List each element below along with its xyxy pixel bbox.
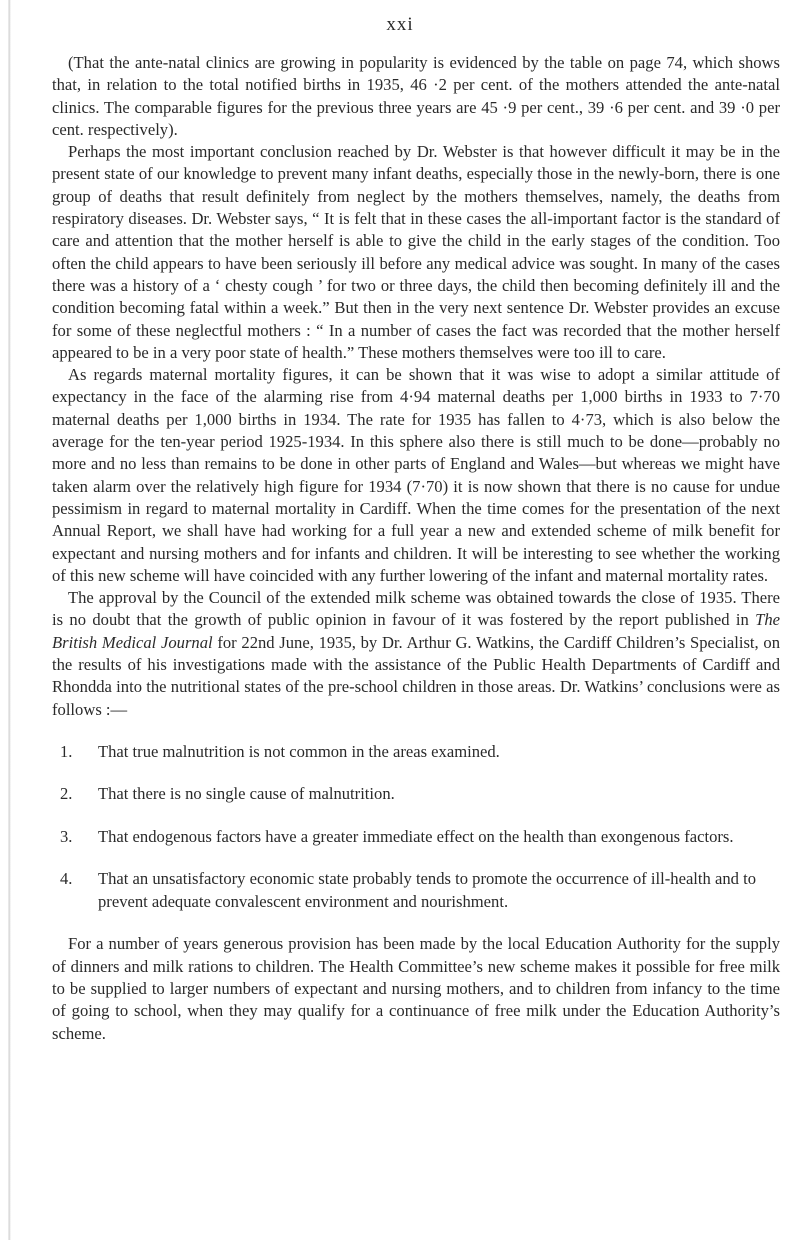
list-item — [52, 741, 780, 764]
list-item-number: 4. — [60, 869, 73, 889]
paragraph-antenatal-clinics: (That the ante-natal clinics are growing in popularity is evidenced by the table on page 74, which shows that, in relation to the total notified births in 1935, 46 ·2 per cent. of the mothers attended the ante-natal clinics. The comparable figures for the previous three years are 45 ·9 per cent., 39 ·6 per cent. and 39 ·0 per cent. respectively). — [52, 53, 780, 139]
page-body — [52, 52, 780, 1045]
list-item-text: That true malnutrition is not common in the areas examined. — [98, 741, 500, 761]
binding-edge — [0, 0, 14, 1240]
list-item-text: That an unsatisfactory economic state probably tends to promote the occurrence of ill-health and to prevent adequate convalescent environment and nourishment. — [98, 869, 756, 911]
list-item-number: 2. — [60, 784, 73, 804]
list-item — [52, 826, 780, 849]
list-item-number: 3. — [60, 826, 73, 846]
list-item-number: 1. — [60, 741, 73, 761]
paragraph-maternal-mortality: As regards maternal mortality figures, it can be shown that it was wise to adopt a similar attitude of expectancy in the face of the alarming rise from 4·94 maternal deaths per 1,000 births in 1933 to 7·70 maternal deaths per 1,000 births in 1934. The rate for 1935 has fallen to 4·73, which is also below the average for the ten-year period 1925-1934. In this sphere also there is still much to be done—probably no more and no less than remains to be done in other parts of England and Wales—but whereas we might have taken alarm over the relatively high figure for 1934 (7·70) it is now shown that there is no cause for undue pessimism in regard to maternal mortality in Cardiff. When the time comes for the presentation of the next Annual Report, we shall have had working for a full year a new and extended scheme of milk benefit for expectant and nursing mothers and for infants and children. It will be interesting to see whether the working of this new scheme will have coincided with any further lowering of the infant and maternal mortality rates. — [52, 365, 780, 585]
journal-title: The British Medical Journal — [52, 610, 780, 652]
paragraph-milk-scheme — [52, 587, 780, 721]
list-item — [52, 783, 780, 806]
paragraph-free-milk: For a number of years generous provision has been made by the local Education Authority for the supply of dinners and milk rations to children. The Health Committee’s new scheme makes it possible for free milk to be supplied to larger numbers of expectant and nursing mothers, and to children from infancy to the time of going to school, when they may qualify for a continuance of free milk under the Education Authority’s scheme. — [52, 934, 780, 1043]
milk-scheme-text-end: for 22nd June, 1935, by Dr. Arthur G. Watkins, the Cardiff Children’s Specialist, on the results of his investigations made with the assistance of the Public Health Departments of Cardiff and Rhondda into the nutritional states of the pre-school children in those areas. Dr. Watkins’ conclusions were as follows :— — [52, 632, 780, 719]
list-item-text: That endogenous factors have a greater immediate effect on the health than exongenous factors. — [98, 826, 734, 846]
paragraph-webster-conclusion: Perhaps the most important conclusion reached by Dr. Webster is that however difficult it may be in the present state of our knowledge to prevent many infant deaths, especially those in the newly-born, there is one group of deaths that result definitely from neglect by the mothers themselves, namely, the deaths from respiratory diseases. Dr. Webster says, “ It is felt that in these cases the all-important factor is the standard of care and attention that the mother herself is able to give the child in the early stages of the condition. Too often the child appears to have been seriously ill before any medical advice was sought. In many of the cases there was a history of a ‘ chesty cough ’ for two or three days, the child then becoming definitely ill and the condition becoming fatal within a week.” But then in the very next sentence Dr. Webster provides an excuse for some of these neglectful mothers : “ In a number of cases the fact was recorded that the mother herself appeared to be in a very poor state of health.” These mothers themselves were too ill to care. — [52, 142, 780, 362]
milk-scheme-text-start: The approval by the Council of the extended milk scheme was obtained towards the close of 1935. There is no doubt that the growth of public opinion in favour of it was fostered by the report published in — [52, 588, 780, 630]
list-item-text: That there is no single cause of malnutrition. — [98, 784, 395, 804]
page-number: xxi — [386, 14, 414, 35]
watkins-conclusions-list — [52, 741, 780, 914]
list-item — [52, 868, 780, 913]
